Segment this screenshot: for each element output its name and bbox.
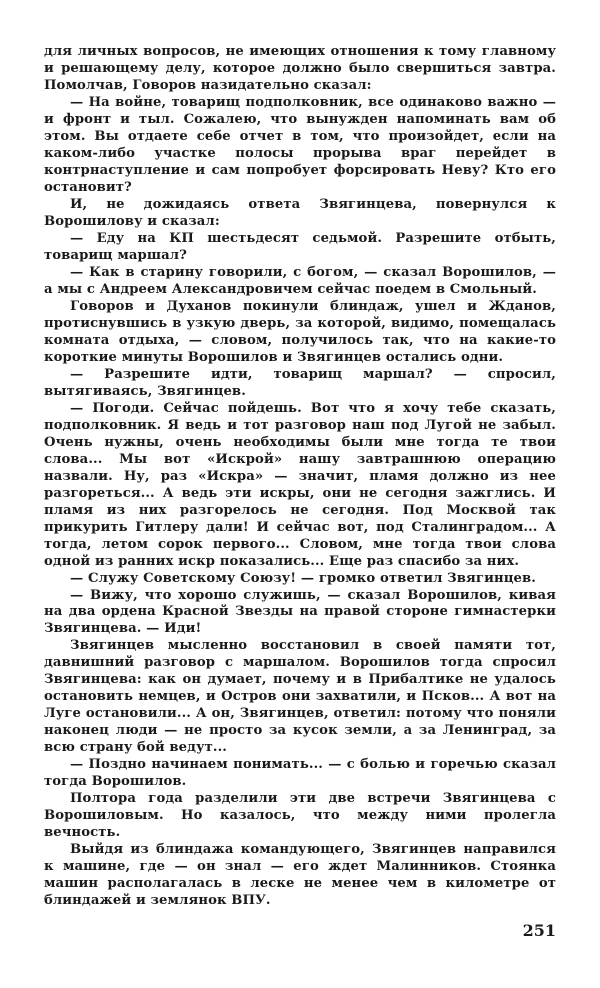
paragraph: Говоров и Духанов покинули блиндаж, ушел и Жданов, протиснувшись в узкую дверь, за которой, видимо, помещалась комната отдыха, — словом, получилось так, что на какие-то короткие минуты Ворошилов и Звягинцев остались одни.	[44, 298, 556, 365]
paragraph: — Разрешите идти, товарищ маршал? — спросил, вытягиваясь, Звягинцев.	[44, 366, 556, 399]
paragraph: — Погоди. Сейчас пойдешь. Вот что я хочу тебе сказать, подполковник. Я ведь и тот разговор наш под Лугой не забыл. Очень нужны, очень необходимы были мне тогда те твои слова... Мы вот «Искрой» нашу завтрашнюю операцию назвали. Ну, раз «Искра» — значит, пламя должно из нее разгореться... А ведь эти искры, они не сегодня зажглись. И пламя из них разгорелось не сегодня. Под Москвой так прикурить Гитлеру дали! И сейчас вот, под Сталинградом... А тогда, летом сорок первого... Словом, мне тогда твои слова одной из ранних искр показались... Еще раз спасибо за них.	[44, 400, 556, 569]
page-number: 251	[522, 921, 556, 940]
paragraph: Звягинцев мысленно восстановил в своей памяти тот, давнишний разговор с маршалом. Ворошилов тогда спросил Звягинцева: как он думает, почему и в Прибалтике не удалось остановить немцев, и Остров они захватили, и Псков... А вот на Луге остановили... А он, Звягинцев, ответил: потому что поняли наконец люди — не просто за кусок земли, а за Ленинград, за всю страну бой ведут...	[44, 638, 556, 756]
paragraph: — Служу Советскому Союзу! — громко ответил Звягинцев.	[70, 570, 536, 586]
paragraph: Выйдя из блиндажа командующего, Звягинцев направился к машине, где — он знал — его ждет Малинников. Стоянка машин располагалась в леске не менее чем в километре от блиндажей и землянок ВПУ.	[44, 842, 556, 909]
page-text	[44, 44, 556, 910]
paragraph: — Еду на КП шестьдесят седьмой. Разрешите отбыть, товарищ маршал?	[44, 230, 556, 263]
paragraph: — Как в старину говорили, с богом, — сказал Ворошилов, — а мы с Андреем Александровичем сейчас поедем в Смольный.	[44, 264, 556, 297]
paragraph: — На войне, товарищ подполковник, все одинаково важно — и фронт и тыл. Сожалею, что вынужден напоминать вам об этом. Вы отдаете себе отчет в том, что произойдет, если на каком-либо участке полосы прорыва враг перейдет в контрнаступление и сам попробует форсировать Неву? Кто его остановит?	[44, 94, 556, 195]
paragraph: — Вижу, что хорошо служишь, — сказал Ворошилов, кивая на два ордена Красной Звезды на правой стороне гимнастерки Звягинцева. — Иди!	[44, 587, 556, 637]
paragraph: И, не дожидаясь ответа Звягинцева, повернулся к Ворошилову и сказал:	[44, 196, 556, 229]
paragraph: для личных вопросов, не имеющих отношения к тому главному и решающему делу, которое должно было свершиться завтра. Помолчав, Говоров назидательно сказал:	[44, 44, 556, 93]
paragraph: — Поздно начинаем понимать... — с болью и горечью сказал тогда Ворошилов.	[44, 757, 556, 790]
paragraph: Полтора года разделили эти две встречи Звягинцева с Ворошиловым. Но казалось, что между ними пролегла вечность.	[44, 791, 556, 841]
